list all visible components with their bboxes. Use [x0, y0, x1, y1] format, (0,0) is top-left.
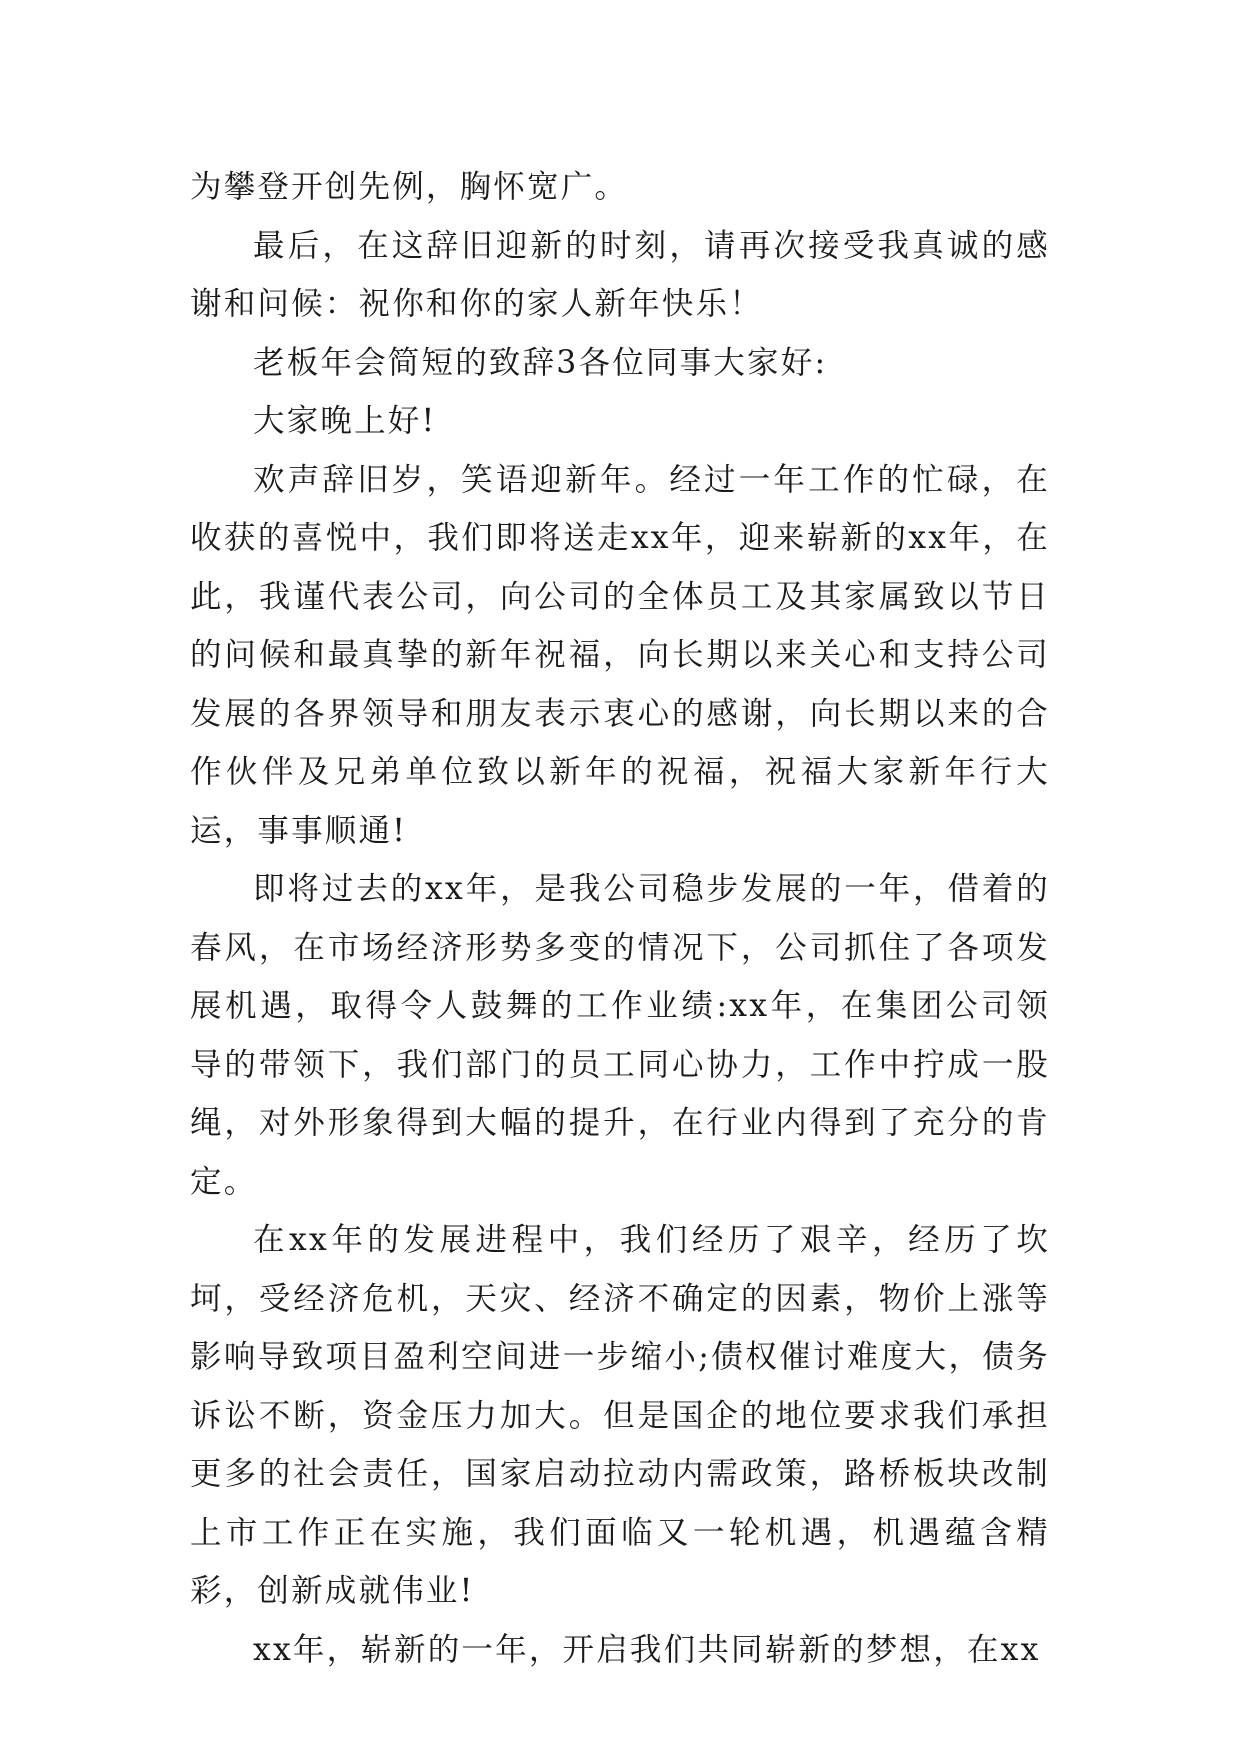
- paragraph-7: 在xx年的发展进程中，我们经历了艰辛，经历了坎坷，受经济危机，天灾、经济不确定的因素，物价上涨等影响导致项目盈利空间进一步缩小;债权催讨难度大，债务诉讼不断，资金压力加大。但是国企的地位要求我们承担更多的社会责任，国家启动拉动内需政策，路桥板块改制上市工作正在实施，我们面临又一轮机遇，机遇蕴含精彩，创新成就伟业!: [190, 1222, 1050, 1609]
- paragraph-8: xx年，崭新的一年，开启我们共同崭新的梦想，在xx: [253, 1631, 1041, 1668]
- paragraph-4: 大家晚上好!: [253, 403, 437, 439]
- paragraph-2: 最后，在这辞旧迎新的时刻，请再次接受我真诚的感谢和问候：祝你和你的家人新年快乐！: [190, 227, 1050, 322]
- paragraph-6: 即将过去的xx年，是我公司稳步发展的一年，借着的春风，在市场经济形势多变的情况下，公司抓住了各项发展机遇，取得令人鼓舞的工作业绩:xx年，在集团公司领导的带领下，我们部门的员工同心协力，工作中拧成一股绳，对外形象得到大幅的提升，在行业内得到了充分的肯定。: [190, 871, 1050, 1200]
- document-body: [190, 158, 1050, 1679]
- paragraph-1: 为攀登开创先例，胸怀宽广。: [190, 169, 629, 205]
- paragraph-5: 欢声辞旧岁，笑语迎新年。经过一年工作的忙碌，在收获的喜悦中，我们即将送走xx年，迎来崭新的xx年，在此，我谨代表公司，向公司的全体员工及其家属致以节日的问候和最真挚的新年祝福，向长期以来关心和支持公司发展的各界领导和朋友表示衷心的感谢，向长期以来的合作伙伴及兄弟单位致以新年的祝福，祝福大家新年行大运，事事顺通!: [190, 461, 1050, 849]
- paragraph-3: 老板年会简短的致辞3各位同事大家好:: [253, 344, 828, 381]
